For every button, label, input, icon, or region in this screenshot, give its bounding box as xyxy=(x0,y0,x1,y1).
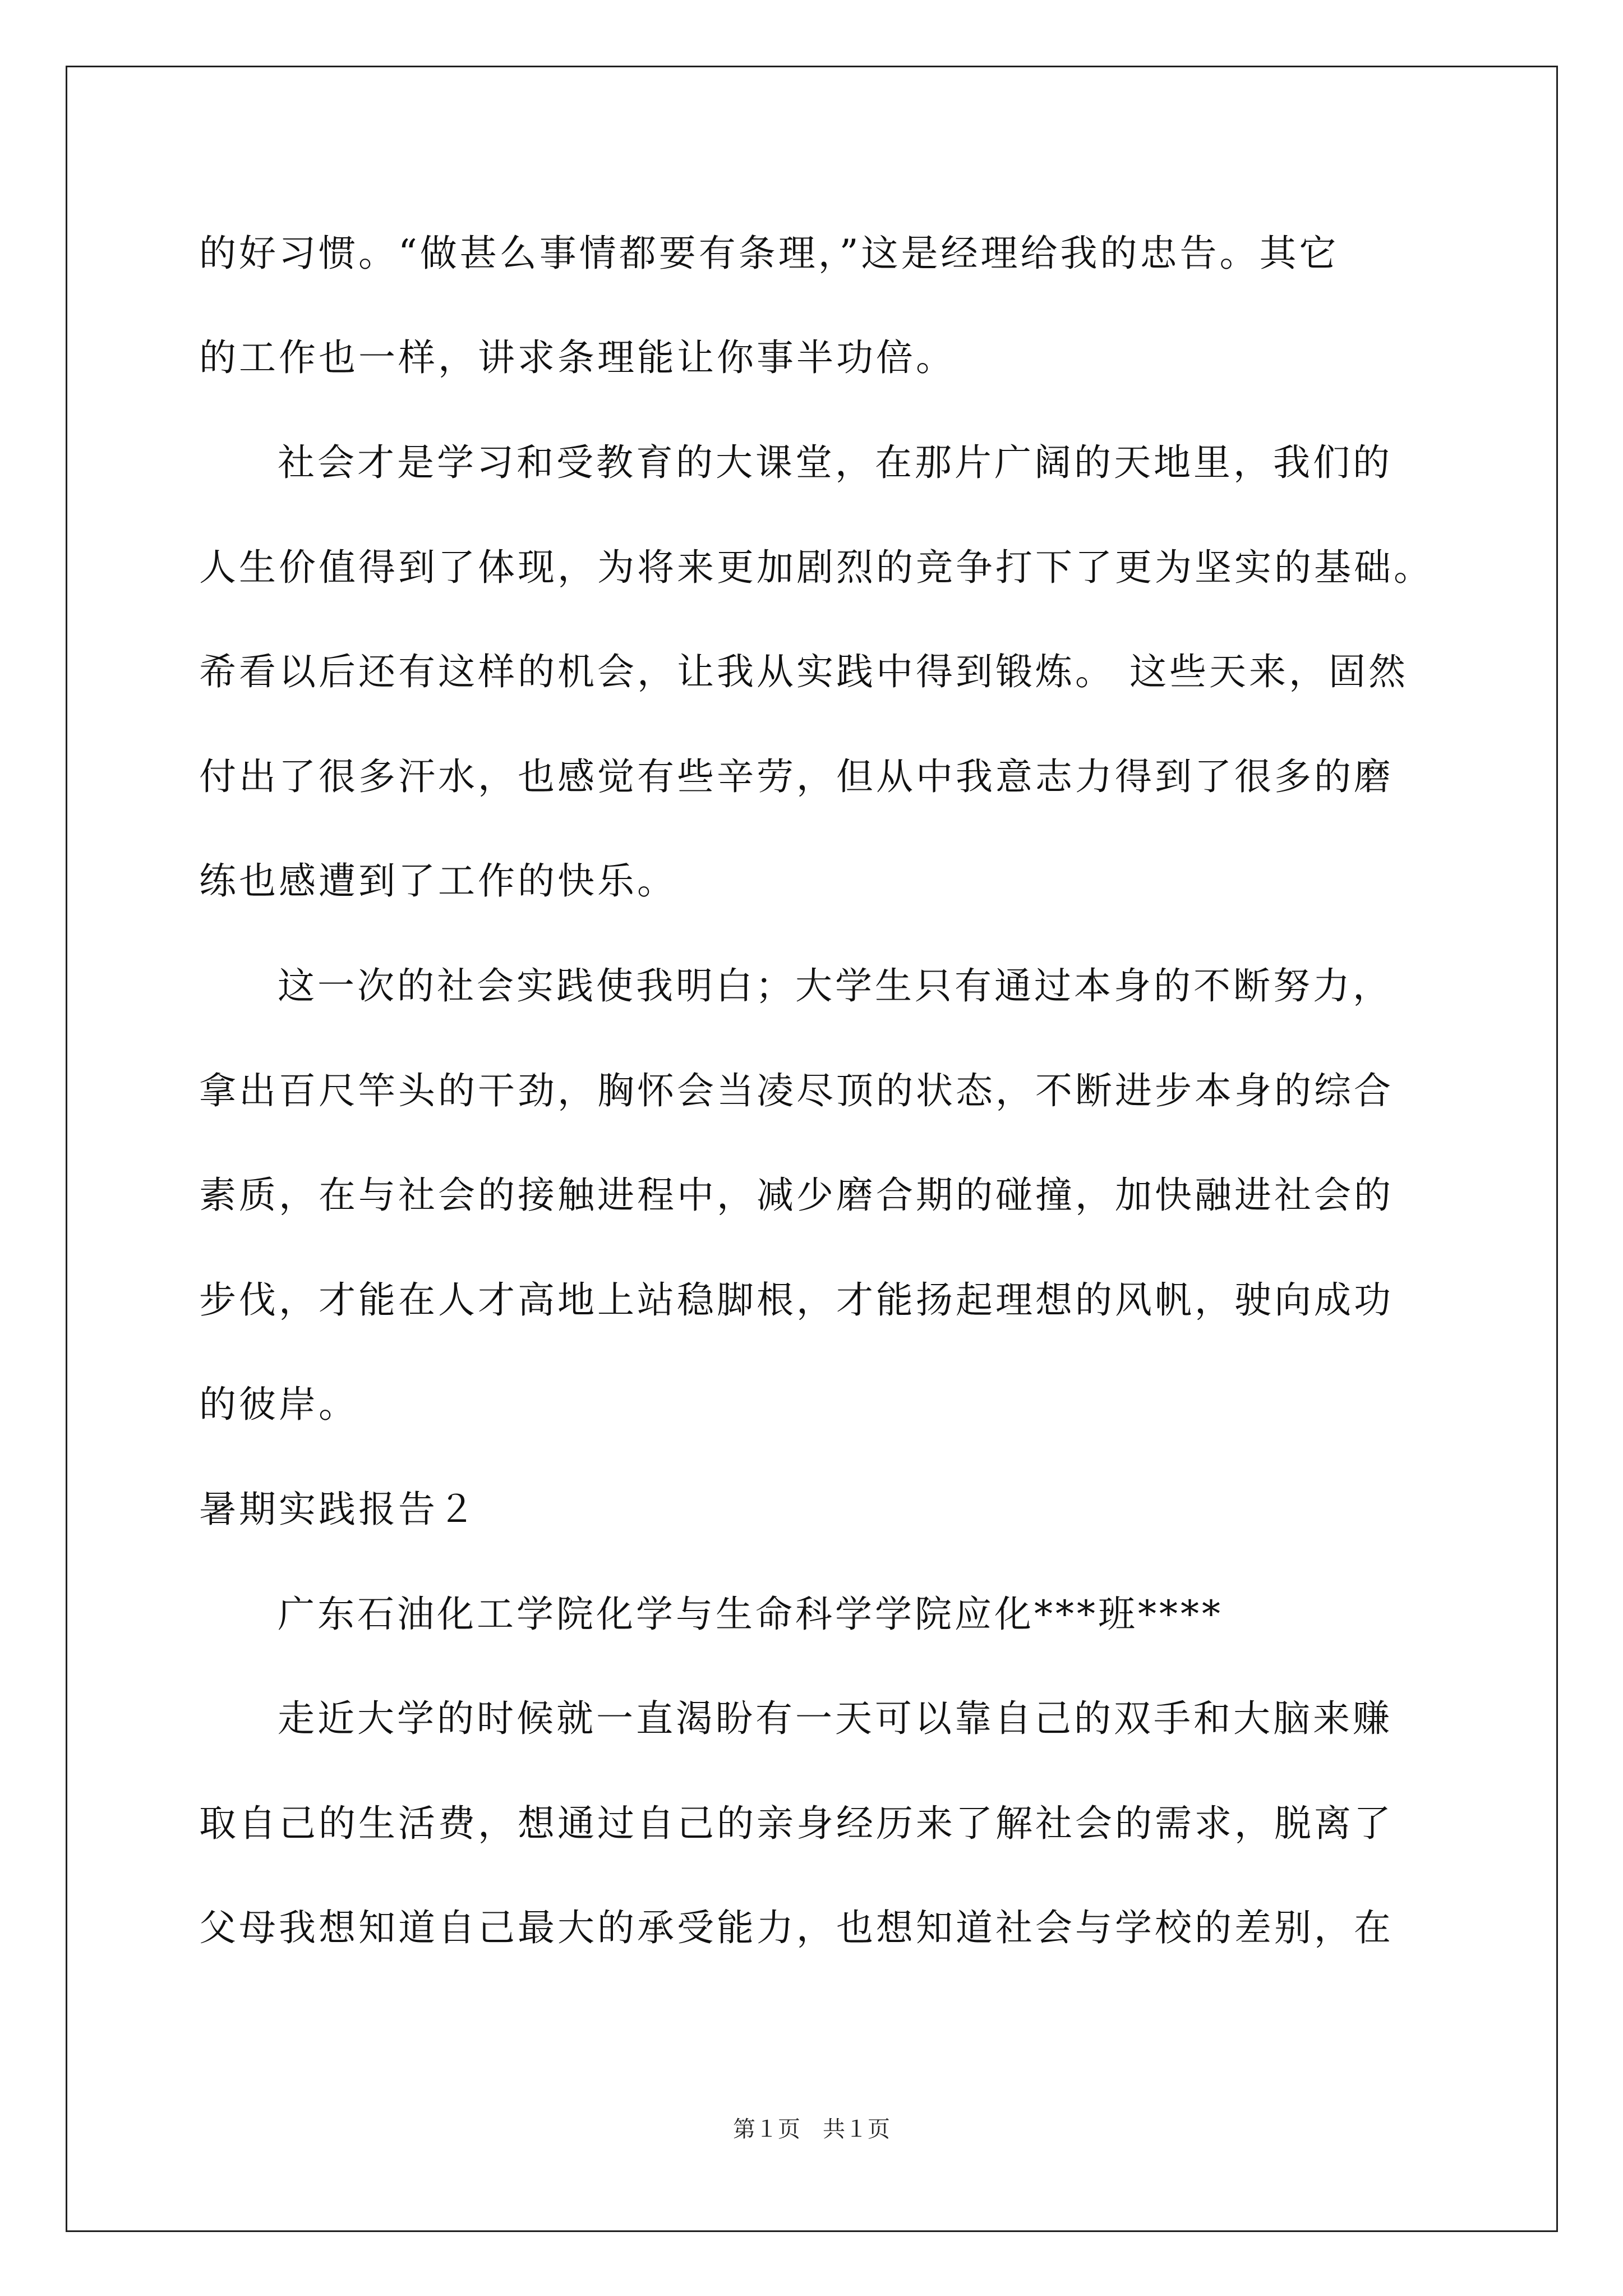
text-line: 练也感遭到了工作的快乐。 xyxy=(199,859,677,903)
text-line: 素质，在与社会的接触进程中，减少磨合期的碰撞，加快融进社会的 xyxy=(199,1174,1394,1217)
text-line: 希看以后还有这样的机会，让我从实践中得到锻炼。 这些天来，固然 xyxy=(199,650,1408,693)
paragraph-start-line: 社会才是学习和受教育的大课堂，在那片广阔的天地里，我们的 xyxy=(278,441,1393,484)
text-line: 人生价值得到了体现，为将来更加剧烈的竞争打下了更为坚实的基础。 xyxy=(199,546,1433,589)
section-heading: 暑期实践报告２ xyxy=(199,1488,478,1531)
paragraph-start-line: 这一次的社会实践使我明白；大学生只有通过本身的不断努力， xyxy=(278,964,1393,1007)
paragraph-start-line: 走近大学的时候就一直渴盼有一天可以靠自己的双手和大脑来赚 xyxy=(278,1697,1393,1740)
page-number-footer: 第１页 共１页 xyxy=(733,2116,890,2142)
text-line: 付出了很多汗水，也感觉有些辛劳，但从中我意志力得到了很多的磨 xyxy=(199,755,1394,798)
text-line: 拿出百尺竿头的干劲，胸怀会当凌尽顶的状态，不断进步本身的综合 xyxy=(199,1069,1394,1112)
text-line: 的好习惯。“做甚么事情都要有条理，”这是经理给我的忠告。其它 xyxy=(199,232,1339,275)
text-line: 的彼岸。 xyxy=(199,1383,358,1426)
text-line: 的工作也一样，讲求条理能让你事半功倍。 xyxy=(199,336,956,379)
text-line: 步伐，才能在人才高地上站稳脚根，才能扬起理想的风帆，驶向成功 xyxy=(199,1278,1394,1322)
author-line: 广东石油化工学院化学与生命科学学院应化***班**** xyxy=(278,1593,1223,1636)
text-line: 父母我想知道自己最大的承受能力，也想知道社会与学校的差别，在 xyxy=(199,1906,1394,1949)
text-line: 取自己的生活费，想通过自己的亲身经历来了解社会的需求，脱离了 xyxy=(199,1802,1394,1845)
